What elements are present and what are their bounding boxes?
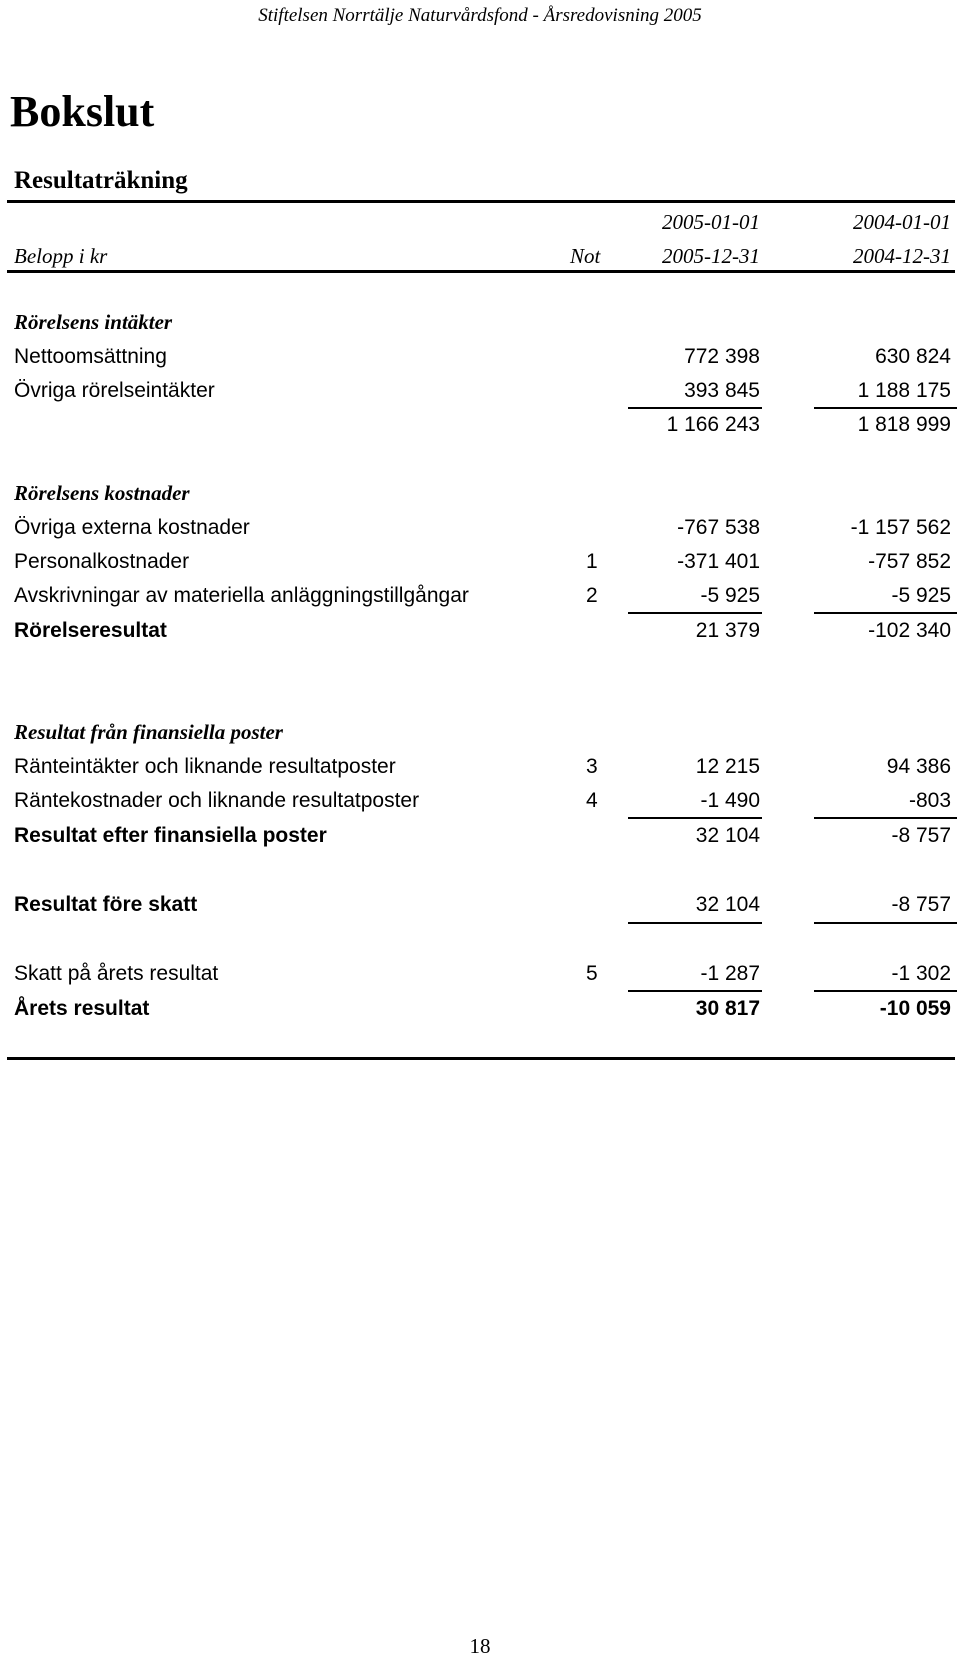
revenue-row-value-2004: 630 824 xyxy=(875,345,951,368)
before-tax-2005: 32 104 xyxy=(695,893,760,916)
financial-result-rule-2004 xyxy=(814,817,957,819)
financial-result-rule-2005 xyxy=(628,817,762,819)
amount-label: Belopp i kr xyxy=(14,244,108,268)
operating-result-rule-2005 xyxy=(628,612,762,614)
tax-2005: -1 287 xyxy=(700,962,760,985)
financial-row-value-2004: -803 xyxy=(908,789,951,812)
cost-row-value-2005: -5 925 xyxy=(700,584,760,607)
period1-from-header: 2005-01-01 xyxy=(662,210,760,234)
cost-row-value-2005: -767 538 xyxy=(677,516,760,539)
net-result-rule-2005 xyxy=(628,990,762,992)
financial-row-note: 4 xyxy=(586,789,598,812)
net-result-2004: -10 059 xyxy=(879,997,951,1020)
cost-row-note: 1 xyxy=(586,550,598,573)
revenue-row-label: Nettoomsättning xyxy=(14,345,167,368)
financial-row-value-2004: 94 386 xyxy=(886,755,951,778)
cost-row-value-2004: -1 157 562 xyxy=(850,516,951,539)
cost-row-label: Övriga externa kostnader xyxy=(14,516,250,539)
tax-2004: -1 302 xyxy=(891,962,951,985)
financial-result-2005: 32 104 xyxy=(695,824,760,847)
note-column-label: Not xyxy=(570,244,601,268)
revenue-subtotal-2005: 1 166 243 xyxy=(666,413,760,436)
tax-label: Skatt på årets resultat xyxy=(14,962,219,985)
costs-heading: Rörelsens kostnader xyxy=(14,481,190,505)
period1-to-header: 2005-12-31 xyxy=(662,244,760,268)
subtotal-rule-2004 xyxy=(814,407,957,409)
revenue-row-value-2004: 1 188 175 xyxy=(857,379,951,402)
financial-row-value-2005: -1 490 xyxy=(700,789,760,812)
net-result-2005: 30 817 xyxy=(695,997,760,1020)
period2-from-header: 2004-01-01 xyxy=(853,210,951,234)
financial-row-note: 3 xyxy=(586,755,598,778)
revenue-row-value-2005: 393 845 xyxy=(684,379,760,402)
subtotal-rule-2005 xyxy=(628,407,762,409)
document-title: Bokslut xyxy=(10,87,155,136)
before-tax-2004: -8 757 xyxy=(891,893,951,916)
financial-heading: Resultat från finansiella poster xyxy=(14,720,283,744)
cost-row-note: 2 xyxy=(586,584,598,607)
section-title: Resultaträkning xyxy=(14,167,188,194)
financial-row-label: Ränteintäkter och liknande resultatposter xyxy=(14,755,396,778)
before-tax-label: Resultat före skatt xyxy=(14,893,198,916)
financial-result-label: Resultat efter finansiella poster xyxy=(14,824,327,847)
cost-row-value-2004: -757 852 xyxy=(868,550,951,573)
revenue-row-label: Övriga rörelseintäkter xyxy=(14,379,215,402)
operating-result-label: Rörelseresultat xyxy=(14,619,167,642)
financial-result-2004: -8 757 xyxy=(891,824,951,847)
period2-to-header: 2004-12-31 xyxy=(853,244,951,268)
header-rule-top xyxy=(7,200,955,203)
operating-result-2005: 21 379 xyxy=(695,619,760,642)
cost-row-label: Avskrivningar av materiella anläggningstillgångar xyxy=(14,584,469,607)
before-tax-rule-2004 xyxy=(814,922,957,924)
revenue-heading: Rörelsens intäkter xyxy=(14,310,173,334)
tax-note: 5 xyxy=(586,962,598,985)
running-header: Stiftelsen Norrtälje Naturvårdsfond - Årsredovisning 2005 xyxy=(258,5,702,26)
cost-row-label: Personalkostnader xyxy=(14,550,190,573)
page-number: 18 xyxy=(469,1634,491,1658)
cost-row-value-2005: -371 401 xyxy=(677,550,760,573)
operating-result-rule-2004 xyxy=(814,612,957,614)
net-result-label: Årets resultat xyxy=(14,997,150,1020)
net-result-rule-2004 xyxy=(814,990,957,992)
operating-result-2004: -102 340 xyxy=(868,619,951,642)
revenue-subtotal-2004: 1 818 999 xyxy=(857,413,951,436)
header-rule-bottom xyxy=(7,270,955,273)
revenue-row-value-2005: 772 398 xyxy=(684,345,760,368)
before-tax-rule-2005 xyxy=(628,922,762,924)
cost-row-value-2004: -5 925 xyxy=(891,584,951,607)
financial-row-label: Räntekostnader och liknande resultatposter xyxy=(14,789,420,812)
financial-row-value-2005: 12 215 xyxy=(695,755,760,778)
table-bottom-rule xyxy=(7,1057,955,1060)
